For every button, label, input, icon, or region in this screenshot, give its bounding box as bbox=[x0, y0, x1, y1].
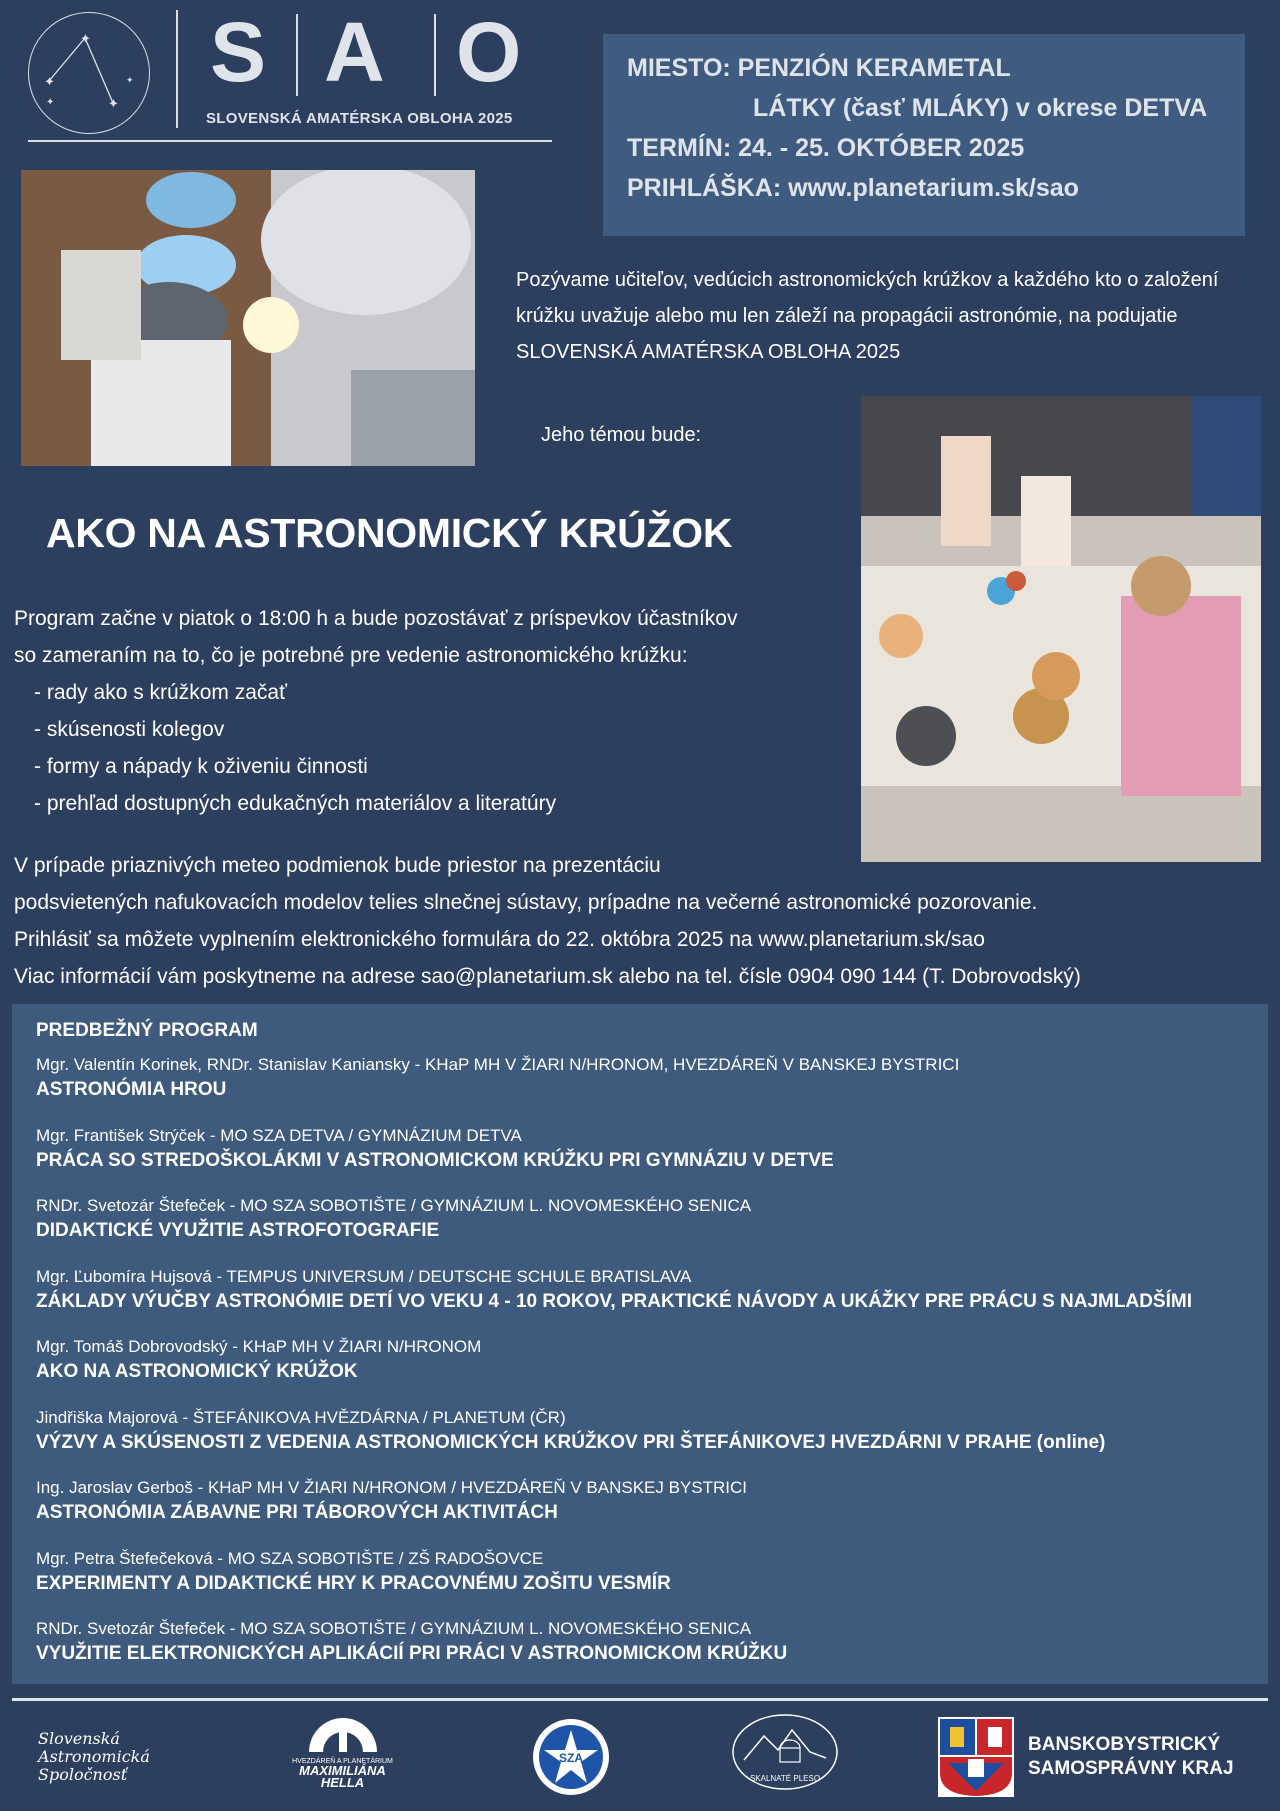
bbsk-label bbox=[1028, 1733, 1234, 1781]
speaker: Mgr. František Strýček - MO SZA DETVA / GYMNÁZIUM DETVA bbox=[36, 1125, 522, 1145]
partner-logo-sza bbox=[530, 1712, 612, 1802]
hella-caption: HVEZDÁREŇ A PLANETÁRIUM bbox=[292, 1758, 393, 1765]
speaker: Mgr. Tomáš Dobrovodský - KHaP MH V ŽIARI N/HRONOM bbox=[36, 1337, 482, 1356]
svg-text:✦: ✦ bbox=[44, 74, 55, 89]
partner-logo-skalnate-pleso bbox=[726, 1712, 844, 1802]
schedule-entry bbox=[36, 1618, 1268, 1689]
partner-sas-line: Slovenská bbox=[38, 1729, 120, 1748]
observatory-dome-icon bbox=[303, 1712, 383, 1756]
event-place-detail: LÁTKY (časť MLÁKY) v okrese DETVA bbox=[753, 94, 1208, 122]
talk-title: ZÁKLADY VÝUČBY ASTRONÓMIE DETÍ VO VEKU 4 - 10 ROKOV, PRAKTICKÉ NÁVODY A UKÁŽKY PRE PRÁCU S NAJMLADŠÍMI bbox=[36, 1290, 1192, 1312]
schedule-entry bbox=[36, 1477, 1268, 1548]
partner-sas-line: Spoločnosť bbox=[38, 1765, 128, 1784]
sza-label: SZA bbox=[559, 1751, 583, 1765]
talk-title: ASTRONÓMIA ZÁBAVNE PRI TÁBOROVÝCH AKTIVITÁCH bbox=[36, 1502, 558, 1523]
details-line: V prípade priaznivých meteo podmienok bude priestor na prezentáciu bbox=[14, 854, 661, 877]
speaker: RNDr. Svetozár Štefeček - MO SZA SOBOTIŠTE / GYMNÁZIUM L. NOVOMESKÉHO SENICA bbox=[36, 1196, 752, 1215]
photo-children-painting-planets bbox=[861, 396, 1261, 862]
schedule-entry bbox=[36, 1125, 1268, 1196]
program-line: so zameraním na to, čo je potrebné pre vedenie astronomického krúžku: bbox=[14, 644, 688, 667]
schedule-entry bbox=[36, 1548, 1268, 1619]
partner-logo-bbsk bbox=[938, 1712, 1258, 1802]
talk-title: VÝZVY A SKÚSENOSTI Z VEDENIA ASTRONOMICKÝCH KRÚŽKOV PRI ŠTEFÁNIKOVEJ HVEZDÁRNI V PRAHE (online) bbox=[36, 1431, 1106, 1453]
footer-divider bbox=[12, 1698, 1268, 1701]
logo-wordmark bbox=[196, 4, 556, 104]
svg-text:✦: ✦ bbox=[108, 96, 119, 111]
logo-letter-divider bbox=[296, 14, 298, 96]
hella-name: HELLA bbox=[320, 1775, 365, 1790]
talk-title: AKO NA ASTRONOMICKÝ KRÚŽOK bbox=[36, 1361, 358, 1382]
schedule-entry bbox=[36, 1054, 1268, 1125]
talk-title: VYUŽITIE ELEKTRONICKÝCH APLIKÁCIÍ PRI PRÁCI V ASTRONOMICKOM KRÚŽKU bbox=[36, 1643, 788, 1664]
logo-divider-vertical bbox=[176, 10, 178, 128]
schedule-panel bbox=[12, 1004, 1268, 1684]
theme-lead: Jeho témou bude: bbox=[541, 424, 702, 446]
intro-paragraph: Pozývame učiteľov, vedúcich astronomických krúžkov a každého kto o založení krúžku uvažuje alebo mu len záleží na propagácii astronómie, na podujatie SLOVENSKÁ AMATÉRSKA OBLOHA 2025 bbox=[516, 269, 1219, 363]
speaker: RNDr. Svetozár Štefeček - MO SZA SOBOTIŠTE / GYMNÁZIUM L. NOVOMESKÉHO SENICA bbox=[36, 1619, 752, 1638]
logo-letter: S bbox=[210, 5, 269, 99]
program-bullet: - prehľad dostupných edukačných materiálov a literatúry bbox=[34, 785, 854, 822]
bbsk-line: SAMOSPRÁVNY KRAJ bbox=[1028, 1758, 1234, 1779]
speaker: Mgr. Ľubomíra Hujsová - TEMPUS UNIVERSUM / DEUTSCHE SCHULE BRATISLAVA bbox=[36, 1266, 692, 1286]
skalnate-pleso-caption: SKALNATÉ PLESO bbox=[749, 1774, 821, 1783]
speaker: Jindřiška Majorová - ŠTEFÁNIKOVA HVĚZDÁRNA / PLANETUM (ČR) bbox=[36, 1407, 566, 1427]
sza-star-icon bbox=[530, 1716, 612, 1798]
talk-title: DIDAKTICKÉ VYUŽITIE ASTROFOTOGRAFIE bbox=[36, 1220, 440, 1241]
photo-children-telescope-image bbox=[21, 170, 475, 466]
schedule-entry bbox=[36, 1195, 1268, 1266]
program-bullet: - skúsenosti kolegov bbox=[34, 711, 854, 748]
logo-letter-divider bbox=[434, 14, 436, 96]
program-bullet: - rady ako s krúžkom začať bbox=[34, 674, 854, 711]
svg-text:✦: ✦ bbox=[46, 97, 55, 108]
schedule-entry bbox=[36, 1336, 1268, 1407]
talk-title: PRÁCA SO STREDOŠKOLÁKMI V ASTRONOMICKOM KRÚŽKU PRI GYMNÁZIU V DETVE bbox=[36, 1149, 834, 1171]
logo-subtitle: SLOVENSKÁ AMATÉRSKA OBLOHA 2025 bbox=[206, 110, 513, 127]
logo-letter: O bbox=[456, 5, 524, 99]
speaker: Mgr. Valentín Korinek, RNDr. Stanislav Kaniansky - KHaP MH V ŽIARI N/HRONOM, HVEZDÁREŇ V BANSKEJ BYSTRICI bbox=[36, 1055, 960, 1074]
speaker: Mgr. Petra Štefečeková - MO SZA SOBOTIŠTE / ZŠ RADOŠOVCE bbox=[36, 1548, 544, 1568]
logo-divider-horizontal bbox=[28, 140, 552, 142]
svg-text:✦: ✦ bbox=[80, 31, 91, 46]
talk-title: ASTRONÓMIA HROU bbox=[36, 1079, 227, 1100]
talk-title: EXPERIMENTY A DIDAKTICKÉ HRY K PRACOVNÉMU ZOŠITU VESMÍR bbox=[36, 1572, 671, 1594]
event-term: TERMÍN: 24. - 25. OKTÓBER 2025 bbox=[627, 134, 1025, 162]
details-line: podsvietených nafukovacích modelov telies slnečnej sústavy, prípadne na večerné astronomické pozorovanie. bbox=[14, 891, 1038, 914]
program-bullet: - formy a nápady k oživeniu činnosti bbox=[34, 748, 854, 785]
constellation-icon bbox=[29, 13, 149, 133]
speaker: Ing. Jaroslav Gerboš - KHaP MH V ŽIARI N/HRONOM / HVEZDÁREŇ V BANSKEJ BYSTRICI bbox=[36, 1478, 748, 1497]
event-info-box bbox=[603, 34, 1245, 236]
program-bullets bbox=[14, 674, 854, 822]
svg-text:✦: ✦ bbox=[126, 75, 134, 85]
partner-sas-line: Astronomická bbox=[38, 1747, 150, 1766]
logo-constellation-emblem bbox=[28, 12, 150, 134]
partner-logo-hella bbox=[275, 1712, 410, 1802]
schedule-entry bbox=[36, 1266, 1268, 1337]
schedule-title: PREDBEŽNÝ PROGRAM bbox=[36, 1020, 258, 1041]
main-heading: AKO NA ASTRONOMICKÝ KRÚŽOK bbox=[46, 510, 733, 556]
event-details bbox=[14, 847, 1274, 995]
event-place: MIESTO: PENZIÓN KERAMETAL bbox=[627, 54, 1011, 82]
hella-name: MAXIMILIÁNA bbox=[299, 1763, 386, 1778]
schedule-entry bbox=[36, 1407, 1268, 1478]
details-line: Viac informácií vám poskytneme na adrese sao@planetarium.sk alebo na tel. čísle 0904 090 144 (T. Dobrovodský) bbox=[14, 965, 1081, 988]
details-line: Prihlásiť sa môžete vyplnením elektronického formulára do 22. októbra 2025 na www.planetarium.sk/sao bbox=[14, 928, 985, 951]
bbsk-line: BANSKOBYSTRICKÝ bbox=[1028, 1734, 1221, 1755]
program-line: Program začne v piatok o 18:00 h a bude pozostávať z príspevkov účastníkov bbox=[14, 607, 738, 630]
photo-children-painting-planets-image bbox=[861, 396, 1261, 862]
partner-logo-sas bbox=[38, 1712, 198, 1802]
event-registration: PRIHLÁŠKA: www.planetarium.sk/sao bbox=[627, 174, 1079, 202]
photo-children-telescope bbox=[21, 170, 475, 466]
bbsk-coat-of-arms-icon bbox=[938, 1717, 1014, 1797]
logo-letter: A bbox=[324, 5, 387, 99]
program-description bbox=[14, 600, 854, 822]
